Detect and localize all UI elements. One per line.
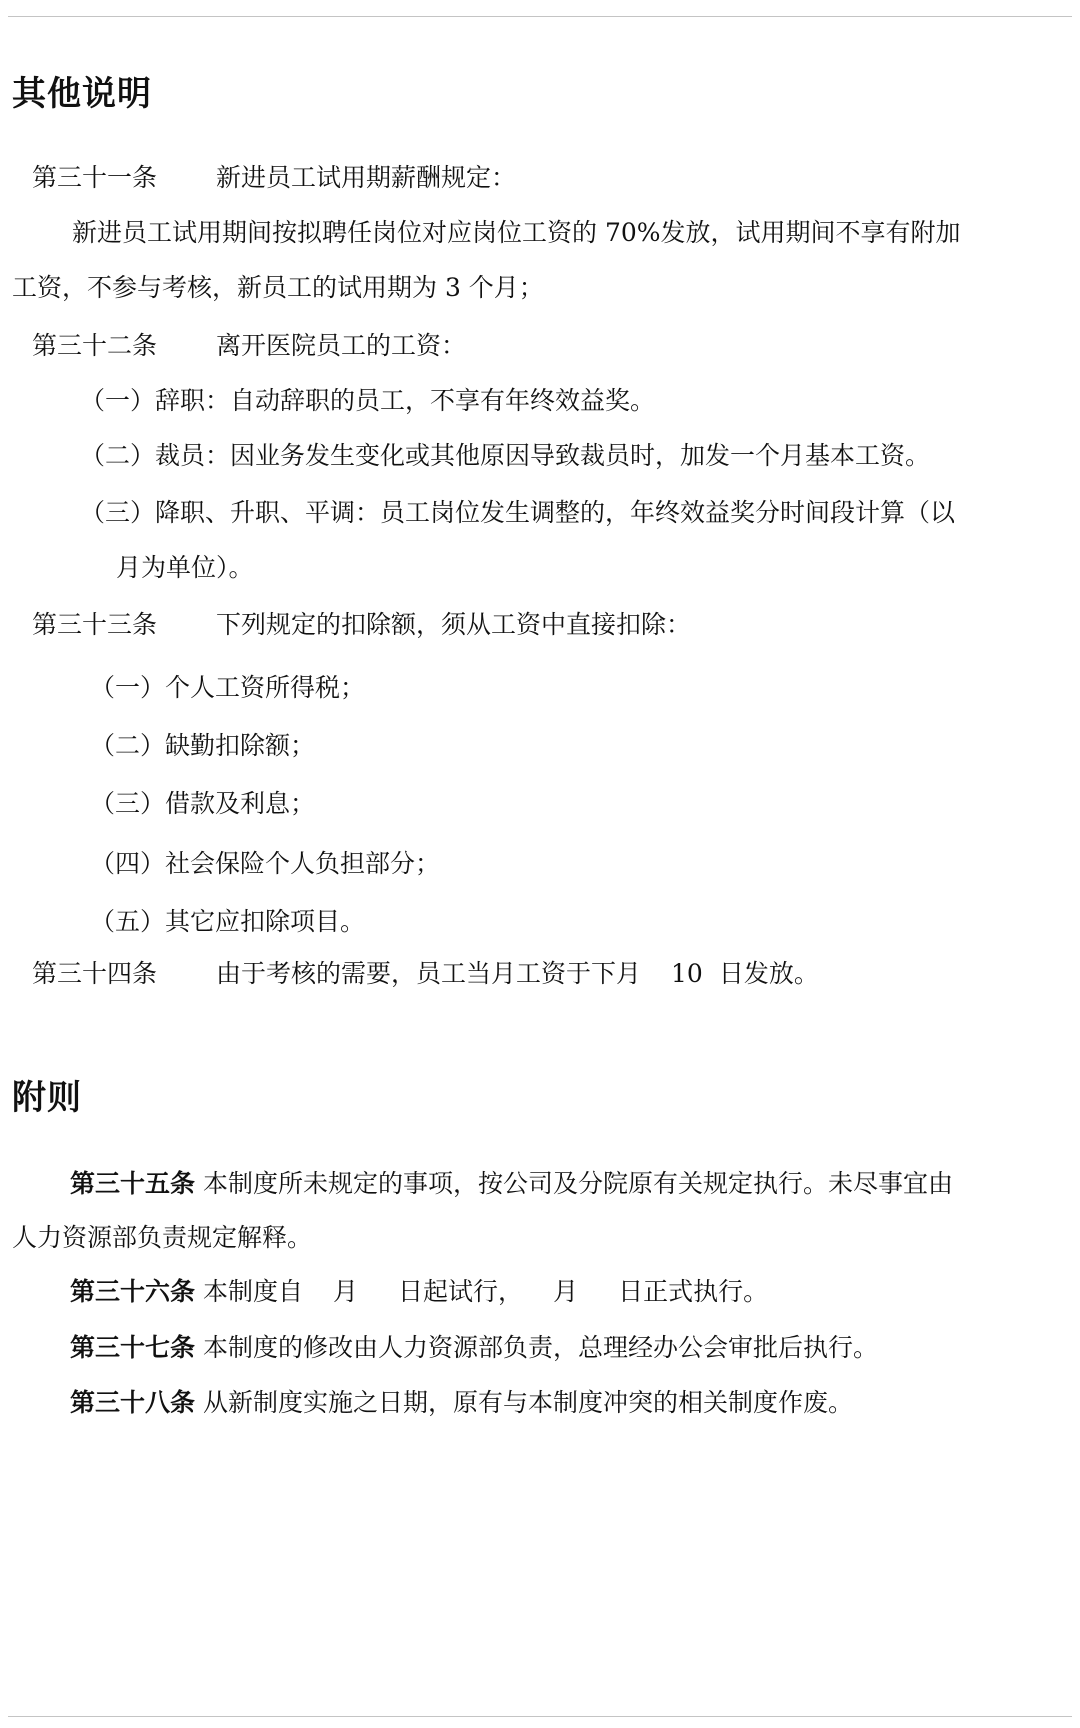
article-32-item-2: （二）裁员：因业务发生变化或其他原因导致裁员时，加发一个月基本工资。 <box>80 441 931 470</box>
article-38 <box>70 1385 853 1421</box>
article-32-item-3-line-1: （三）降职、升职、平调：员工岗位发生调整的，年终效益奖分时间段计算（以 <box>80 498 956 527</box>
article-38-label: 第三十八条 <box>70 1388 196 1417</box>
article-35-text: 本制度所未规定的事项，按公司及分院原有关规定执行。未尽事宜由 <box>203 1169 954 1198</box>
article-38-text: 从新制度实施之日期，原有与本制度冲突的相关制度作废。 <box>203 1388 854 1417</box>
article-37-text: 本制度的修改由人力资源部负责，总理经办公会审批后执行。 <box>203 1333 879 1362</box>
article-33-heading <box>32 607 691 643</box>
article-36-text-5: 日正式执行。 <box>618 1277 769 1306</box>
article-34-text-c: 日发放。 <box>718 959 819 988</box>
article-35-line-1 <box>70 1166 953 1202</box>
article-36 <box>70 1274 768 1310</box>
deduction-list-item: （三）借款及利息； <box>90 789 316 818</box>
section-heading-supplementary: 附则 <box>12 1078 82 1118</box>
article-34-text-a: 由于考核的需要，员工当月工资于下月 <box>216 959 642 988</box>
article-31-text-line-2: 工资，不参与考核，新员工的试用期为 3 个月； <box>12 273 544 302</box>
deduction-list-item: （四）社会保险个人负担部分； <box>90 849 441 878</box>
section-heading-other-notes: 其他说明 <box>12 74 152 114</box>
article-36-text-4: 月 <box>553 1277 579 1306</box>
article-36-text-3: 日起试行， <box>398 1277 524 1306</box>
deduction-list-item: （一）个人工资所得税； <box>90 673 366 702</box>
bottom-divider <box>8 1716 1072 1717</box>
article-34 <box>32 956 819 992</box>
article-32-label: 第三十二条 <box>32 331 158 360</box>
article-31-heading <box>32 160 516 196</box>
article-35-line-2: 人力资源部负责规定解释。 <box>12 1223 313 1252</box>
article-36-text-2: 月 <box>333 1277 359 1306</box>
article-34-day: 10 <box>671 959 703 988</box>
article-32-heading <box>32 328 466 364</box>
article-31-label: 第三十一条 <box>32 163 158 192</box>
article-31-title: 新进员工试用期薪酬规定： <box>216 163 517 192</box>
article-32-title: 离开医院员工的工资： <box>216 331 467 360</box>
article-32-item-1: （一）辞职：自动辞职的员工，不享有年终效益奖。 <box>80 386 656 415</box>
article-36-label: 第三十六条 <box>70 1277 196 1306</box>
deduction-list-item: （二）缺勤扣除额； <box>90 731 316 760</box>
article-36-text-1: 本制度自 <box>203 1277 304 1306</box>
deduction-list-item: （五）其它应扣除项目。 <box>90 907 366 936</box>
article-37 <box>70 1330 878 1366</box>
article-34-label: 第三十四条 <box>32 959 158 988</box>
article-33-label: 第三十三条 <box>32 610 158 639</box>
top-divider <box>8 16 1072 17</box>
article-37-label: 第三十七条 <box>70 1333 196 1362</box>
article-35-label: 第三十五条 <box>70 1169 196 1198</box>
article-32-item-3-line-2: 月为单位）。 <box>116 553 254 582</box>
article-33-title: 下列规定的扣除额，须从工资中直接扣除： <box>216 610 692 639</box>
article-31-text-line-1: 新进员工试用期间按拟聘任岗位对应岗位工资的 70%发放，试用期间不享有附加 <box>72 218 961 247</box>
